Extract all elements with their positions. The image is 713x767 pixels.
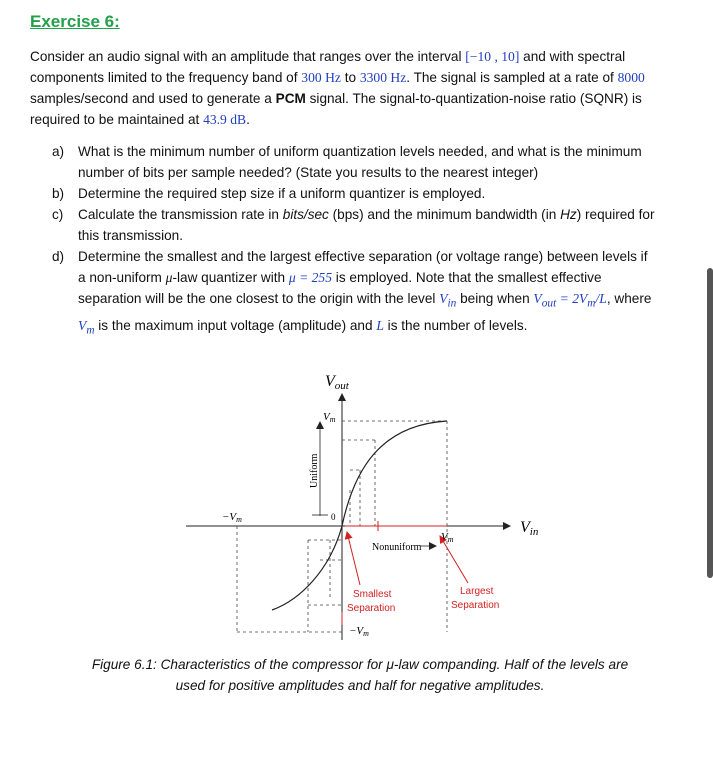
smallest-arrow	[347, 532, 360, 585]
sqnr-value: 43.9 dB	[203, 112, 247, 127]
question-b	[52, 183, 657, 204]
figure-caption	[40, 654, 680, 696]
pcm-term: PCM	[275, 91, 306, 106]
intro-text: Consider an audio signal with an amplitude that ranges over the interval	[30, 49, 466, 64]
vm-symbol	[78, 317, 95, 337]
text: Calculate the transmission rate in	[78, 207, 283, 222]
vin-label: Vin	[520, 519, 539, 538]
freq-low: 300 Hz	[301, 70, 341, 85]
text: is the maximum input voltage (amplitude) and	[94, 317, 377, 333]
question-a	[52, 141, 657, 183]
sym: V	[439, 291, 448, 306]
intro-text: and with spectral components limited to the frequency band of	[30, 49, 626, 85]
nonuniform-label: Nonuniform	[372, 542, 422, 553]
caption-line: used for positive amplitudes and half for negative amplitudes.	[175, 678, 545, 693]
exercise-title: Exercise 6:	[30, 12, 120, 31]
largest-label-1: Largest	[460, 586, 494, 597]
zero-label: 0	[331, 512, 336, 522]
intro-text: .	[246, 112, 250, 127]
vout-label: Vout	[325, 373, 349, 392]
neg-vm-left-label: −Vm	[222, 511, 242, 524]
sample-rate: 8000	[617, 70, 645, 85]
question-c	[52, 204, 657, 246]
vm-top-label: Vm	[323, 411, 336, 424]
sub: in	[447, 297, 457, 310]
compressor-figure	[0, 360, 713, 650]
sub: m	[86, 324, 95, 337]
problem-statement	[30, 46, 660, 130]
text: Determine the smallest and the largest effective separation (or voltage range) between levels if a non-uniform	[78, 249, 648, 285]
question-label: a)	[52, 144, 65, 159]
text: ) required for this transmission.	[78, 207, 655, 243]
sub: m	[587, 297, 596, 310]
mu-value: μ = 255	[288, 270, 333, 285]
intro-text: signal. The signal-to-quantization-noise ratio (SQNR) is required to be maintained at	[30, 91, 642, 127]
question-label: b)	[52, 186, 65, 201]
largest-label-2: Separation	[451, 600, 500, 611]
sym: = 2V	[556, 291, 588, 306]
L-symbol: L	[376, 317, 384, 333]
caption-line: Figure 6.1: Characteristics of the compressor for μ-law companding. Half of the levels are	[91, 657, 629, 672]
intro-text: samples/second and used to generate a	[30, 91, 276, 106]
smallest-label-2: Separation	[347, 603, 396, 614]
question-text	[78, 204, 657, 246]
text: is the number of levels.	[383, 317, 528, 333]
question-label: d)	[52, 249, 65, 264]
amplitude-interval: [−10 , 10]	[465, 49, 520, 64]
sym: V	[533, 291, 542, 306]
neg-vm-bottom-label: −Vm	[349, 625, 369, 638]
formula	[533, 291, 607, 310]
vm-axis-label: Vm	[441, 531, 454, 544]
text: -law quantizer with	[172, 270, 289, 285]
mu-symbol: μ	[165, 270, 173, 285]
question-d	[52, 246, 657, 341]
text: is employed. Note that the smallest effective separation will be the one closest to the origin with the level	[78, 270, 602, 306]
sub: out	[541, 297, 557, 310]
question-label: c)	[52, 207, 64, 222]
sym: V	[78, 317, 87, 333]
text: , where	[606, 291, 652, 306]
intro-text: to	[340, 70, 360, 85]
freq-high: 3300 Hz	[359, 70, 407, 85]
question-text: Determine the required step size if a uniform quantizer is employed.	[78, 186, 486, 201]
intro-text: . The signal is sampled at a rate of	[406, 70, 618, 85]
text: (bps) and the minimum bandwidth (in	[328, 207, 561, 222]
unit: bits/sec	[282, 207, 329, 222]
question-text: What is the minimum number of uniform quantization levels needed, and what is the minimum number of bits per sample needed? (State you results to the nearest integer)	[78, 144, 642, 180]
question-text	[78, 246, 657, 341]
unit: Hz	[560, 207, 577, 222]
vin-symbol	[439, 291, 457, 310]
sym: /L	[595, 291, 607, 306]
uniform-label: Uniform	[309, 453, 320, 488]
scrollbar[interactable]	[707, 268, 713, 578]
text: being when	[456, 291, 534, 306]
smallest-label-1: Smallest	[353, 589, 392, 600]
largest-arrow	[440, 536, 468, 583]
